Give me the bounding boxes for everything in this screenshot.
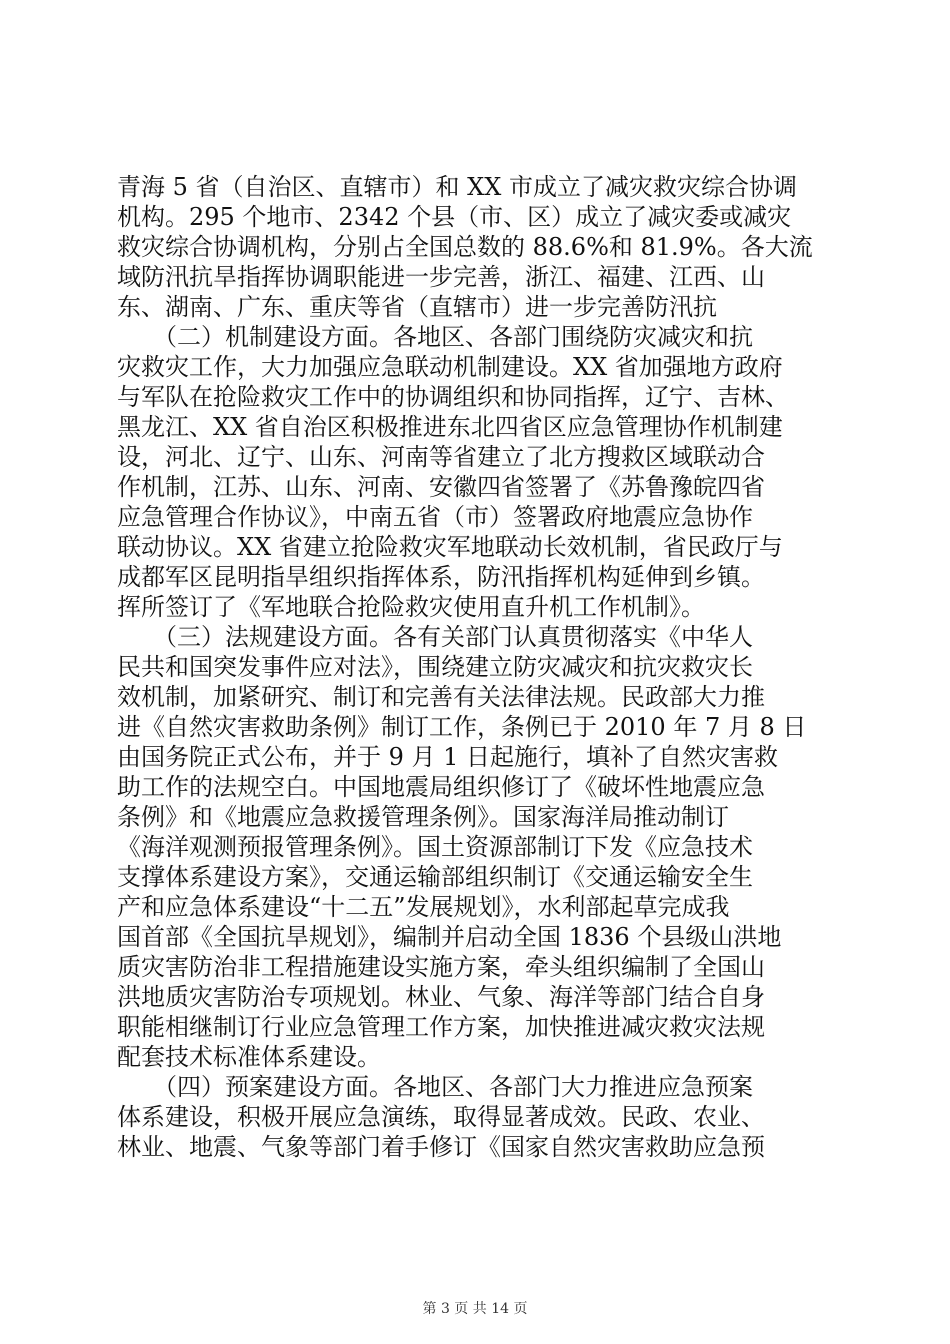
text-line: 挥所签订了《军地联合抢险救灾使用直升机工作机制》。 — [117, 593, 705, 621]
text-line: 由国务院正式公布，并于 9 月 1 日起施行，填补了自然灾害救 — [117, 743, 779, 771]
text-line: 职能相继制订行业应急管理工作方案，加快推进减灾救灾法规 — [117, 1013, 765, 1041]
text-line: 条例》和《地震应急救援管理条例》。国家海洋局推动制订 — [117, 803, 729, 831]
text-line: 洪地质灾害防治专项规划。林业、气象、海洋等部门结合自身 — [117, 983, 765, 1011]
text-line: （四）预案建设方面。各地区、各部门大力推进应急预案 — [117, 1073, 753, 1101]
text-line: 效机制，加紧研究、制订和完善有关法律法规。民政部大力推 — [117, 683, 765, 711]
text-line: 支撑体系建设方案》，交通运输部组织制订《交通运输安全生 — [117, 863, 753, 891]
text-line: 应急管理合作协议》，中南五省（市）签署政府地震应急协作 — [117, 503, 753, 531]
text-line: 成都军区昆明指旱组织指挥体系，防汛指挥机构延伸到乡镇。 — [117, 563, 765, 591]
text-line: 与军队在抢险救灾工作中的协调组织和协同指挥，辽宁、吉林、 — [117, 383, 789, 411]
text-line: （三）法规建设方面。各有关部门认真贯彻落实《中华人 — [117, 623, 753, 651]
text-line: 产和应急体系建设“十二五”发展规划》，水利部起草完成我 — [117, 893, 730, 921]
text-line: 体系建设，积极开展应急演练，取得显著成效。民政、农业、 — [117, 1103, 765, 1131]
text-line: 域防汛抗旱指挥协调职能进一步完善，浙江、福建、江西、山 — [117, 263, 765, 291]
text-line: 配套技术标准体系建设。 — [117, 1043, 381, 1071]
text-line: 设，河北、辽宁、山东、河南等省建立了北方搜救区域联动合 — [117, 443, 765, 471]
text-line: 国首部《全国抗旱规划》，编制并启动全国 1836 个县级山洪地 — [117, 923, 782, 951]
text-line: 林业、地震、气象等部门着手修订《国家自然灾害救助应急预 — [117, 1133, 765, 1161]
body-text — [117, 172, 837, 1162]
text-line: （二）机制建设方面。各地区、各部门围绕防灾减灾和抗 — [117, 323, 753, 351]
text-line: 灾救灾工作，大力加强应急联动机制建设。XX 省加强地方政府 — [117, 353, 783, 381]
text-line: 黑龙江、XX 省自治区积极推进东北四省区应急管理协作机制建 — [117, 413, 783, 441]
text-line: 机构。295 个地市、2342 个县（市、区）成立了减灾委或减灾 — [117, 203, 792, 231]
text-line: 救灾综合协调机构，分别占全国总数的 88.6%和 81.9%。各大流 — [117, 233, 813, 261]
text-line: 民共和国突发事件应对法》，围绕建立防灾减灾和抗灾救灾长 — [117, 653, 753, 681]
text-line: 助工作的法规空白。中国地震局组织修订了《破坏性地震应急 — [117, 773, 765, 801]
text-line: 联动协议。XX 省建立抢险救灾军地联动长效机制，省民政厅与 — [117, 533, 783, 561]
text-line: 《海洋观测预报管理条例》。国土资源部制订下发《应急技术 — [117, 833, 753, 861]
page-number-footer: 第 3 页 共 14 页 — [422, 1301, 528, 1317]
text-line: 进《自然灾害救助条例》制订工作，条例已于 2010 年 7 月 8 日 — [117, 713, 807, 741]
text-line: 质灾害防治非工程措施建设实施方案，牵头组织编制了全国山 — [117, 953, 765, 981]
text-line: 青海 5 省（自治区、直辖市）和 XX 市成立了减灾救灾综合协调 — [117, 173, 797, 201]
text-line: 作机制，江苏、山东、河南、安徽四省签署了《苏鲁豫皖四省 — [117, 473, 765, 501]
text-line: 东、湖南、广东、重庆等省（直辖市）进一步完善防汛抗 — [117, 293, 717, 321]
